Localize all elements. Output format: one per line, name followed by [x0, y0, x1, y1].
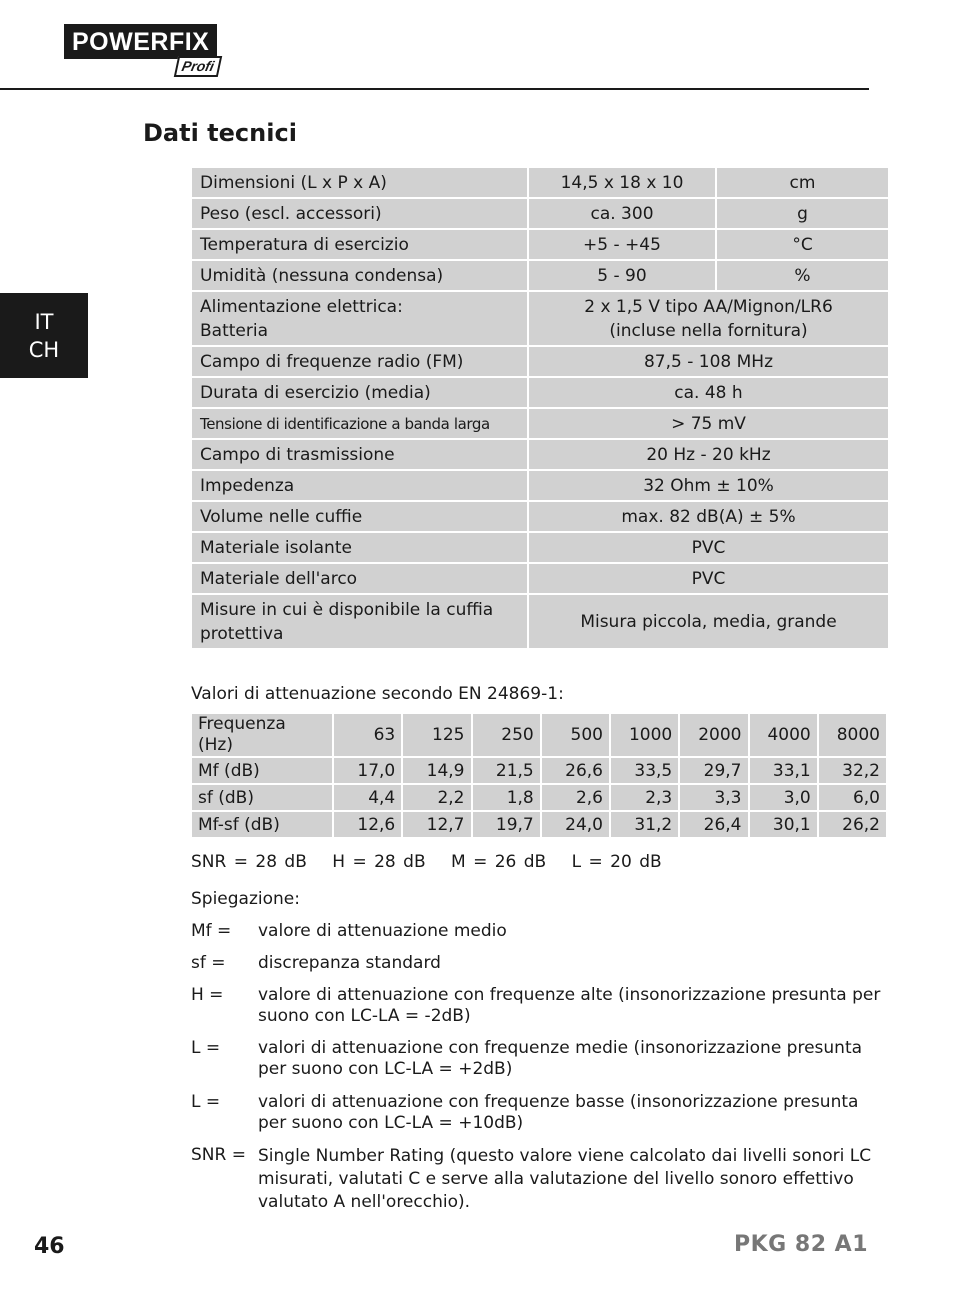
table-row — [192, 533, 888, 562]
att-cell: 6,0 — [819, 785, 886, 810]
table-row — [192, 758, 886, 783]
spec-unit: °C — [717, 230, 888, 259]
att-cell: 4,4 — [334, 785, 401, 810]
definition-item — [191, 953, 881, 974]
att-cell: 24,0 — [542, 812, 609, 837]
table-row — [192, 564, 888, 593]
definition-key: Mf = — [191, 921, 232, 941]
spec-unit: cm — [717, 168, 888, 197]
att-cell: 500 — [542, 714, 609, 756]
section-title: Dati tecnici — [143, 119, 297, 147]
att-cell: 2000 — [680, 714, 747, 756]
spec-label: Campo di trasmissione — [192, 440, 527, 469]
spec-value: 20 Hz - 20 kHz — [529, 440, 888, 469]
spec-value: ca. 300 — [529, 199, 715, 228]
model-name: PKG 82 A1 — [734, 1232, 868, 1257]
spec-value: PVC — [529, 564, 888, 593]
att-cell: 3,3 — [680, 785, 747, 810]
table-row — [192, 471, 888, 500]
att-cell: 12,6 — [334, 812, 401, 837]
spec-label-line: Alimentazione elettrica: — [200, 296, 403, 317]
att-row-label: Mf (dB) — [192, 758, 332, 783]
definition-item — [191, 985, 881, 1027]
spec-value-line: 2 x 1,5 V tipo AA/Mignon/LR6 — [584, 296, 833, 317]
att-cell: 26,6 — [542, 758, 609, 783]
att-cell: 3,0 — [750, 785, 817, 810]
att-row-label — [192, 714, 332, 756]
spec-label: Umidità (nessuna condensa) — [192, 261, 527, 290]
table-row — [192, 378, 888, 407]
att-cell: 2,3 — [611, 785, 678, 810]
brand-sub: Profi — [174, 56, 222, 77]
spec-label: Campo di frequenze radio (FM) — [192, 347, 527, 376]
spec-unit: % — [717, 261, 888, 290]
rating-m: M = 26 dB — [451, 852, 547, 872]
definition-item — [191, 1038, 881, 1080]
att-cell: 32,2 — [819, 758, 886, 783]
att-cell: 1000 — [611, 714, 678, 756]
table-row — [192, 409, 888, 438]
brand-name: POWERFIX — [64, 24, 217, 59]
spec-label: Tensione di identificazione a banda larga — [192, 409, 527, 438]
spec-value: > 75 mV — [529, 409, 888, 438]
att-cell: 30,1 — [750, 812, 817, 837]
table-row — [192, 199, 888, 228]
spec-label: Temperatura di esercizio — [192, 230, 527, 259]
header-rule — [0, 88, 869, 90]
table-row — [192, 812, 886, 837]
spec-value: 5 - 90 — [529, 261, 715, 290]
spec-label — [192, 292, 527, 345]
table-row — [192, 168, 888, 197]
att-cell: 63 — [334, 714, 401, 756]
att-cell: 8000 — [819, 714, 886, 756]
definition-text: valore di attenuazione medio — [258, 921, 507, 941]
attenuation-caption: Valori di attenuazione secondo EN 24869-1: — [191, 684, 564, 704]
spec-label-line: Misure in cui è disponibile la cuffia — [200, 599, 494, 620]
definition-key: H = — [191, 985, 224, 1005]
att-cell: 21,5 — [473, 758, 540, 783]
attenuation-table — [190, 712, 888, 839]
spec-label — [192, 595, 527, 648]
att-cell: 29,7 — [680, 758, 747, 783]
definition-key: L = — [191, 1038, 221, 1058]
page-number: 46 — [34, 1234, 65, 1259]
att-cell: 125 — [403, 714, 470, 756]
definition-item — [191, 921, 881, 942]
att-cell: 12,7 — [403, 812, 470, 837]
definition-key: sf = — [191, 953, 226, 973]
language-tab-it: IT — [34, 309, 54, 334]
spec-unit: g — [717, 199, 888, 228]
definition-text: valore di attenuazione con frequenze alte (insonorizzazione presunta per suono con LC-LA = -2dB) — [258, 985, 881, 1026]
definition-item — [191, 1092, 881, 1134]
definition-text: valori di attenuazione con frequenze basse (insonorizzazione presunta per suono con LC-LA = +10dB) — [258, 1092, 859, 1133]
att-cell: 4000 — [750, 714, 817, 756]
att-cell: 2,2 — [403, 785, 470, 810]
spec-value: 14,5 x 18 x 10 — [529, 168, 715, 197]
spec-value: ca. 48 h — [529, 378, 888, 407]
table-row — [192, 502, 888, 531]
spec-label: Impedenza — [192, 471, 527, 500]
spec-label: Dimensioni (L x P x A) — [192, 168, 527, 197]
att-label-line: Frequenza — [198, 714, 286, 734]
att-row-label: sf (dB) — [192, 785, 332, 810]
att-cell: 1,8 — [473, 785, 540, 810]
table-row — [192, 595, 888, 648]
spec-label-line: protettiva — [200, 623, 284, 644]
spec-label: Durata di esercizio (media) — [192, 378, 527, 407]
att-cell: 33,1 — [750, 758, 817, 783]
explanation-title: Spiegazione: — [191, 889, 300, 909]
definition-text: discrepanza standard — [258, 953, 441, 973]
definition-key: L = — [191, 1092, 221, 1112]
spec-value: PVC — [529, 533, 888, 562]
definition-item — [191, 1145, 881, 1214]
spec-value: Misura piccola, media, grande — [529, 595, 888, 648]
definition-text: valori di attenuazione con frequenze medie (insonorizzazione presunta per suono con LC-LA = +2dB) — [258, 1038, 863, 1079]
language-tab — [0, 293, 88, 378]
rating-line — [191, 852, 680, 872]
att-cell: 33,5 — [611, 758, 678, 783]
table-row — [192, 292, 888, 345]
definition-text: Single Number Rating (questo valore viene calcolato dai livelli sonori LC misurati, valutati C e serve alla valutazione del livello sonoro effettivo valutato A nell'orecchio). — [258, 1146, 872, 1212]
rating-l: L = 20 dB — [571, 852, 662, 872]
table-row — [192, 714, 886, 756]
spec-label: Peso (escl. accessori) — [192, 199, 527, 228]
table-row — [192, 440, 888, 469]
att-cell: 14,9 — [403, 758, 470, 783]
att-cell: 17,0 — [334, 758, 401, 783]
table-row — [192, 347, 888, 376]
specs-table — [190, 166, 890, 650]
att-cell: 31,2 — [611, 812, 678, 837]
spec-label: Materiale isolante — [192, 533, 527, 562]
att-cell: 2,6 — [542, 785, 609, 810]
language-tab-ch: CH — [28, 337, 60, 362]
att-label-line: (Hz) — [198, 735, 233, 755]
att-cell: 26,4 — [680, 812, 747, 837]
table-row — [192, 785, 886, 810]
att-cell: 26,2 — [819, 812, 886, 837]
att-row-label: Mf-sf (dB) — [192, 812, 332, 837]
att-cell: 19,7 — [473, 812, 540, 837]
spec-value: max. 82 dB(A) ± 5% — [529, 502, 888, 531]
spec-value: 32 Ohm ± 10% — [529, 471, 888, 500]
spec-label: Volume nelle cuffie — [192, 502, 527, 531]
spec-value — [529, 292, 888, 345]
rating-h: H = 28 dB — [332, 852, 426, 872]
brand-logo — [64, 24, 217, 74]
rating-snr: SNR = 28 dB — [191, 852, 307, 872]
spec-label-line: Batteria — [200, 320, 268, 341]
spec-value-line: (incluse nella fornitura) — [609, 320, 808, 341]
table-row — [192, 230, 888, 259]
att-cell: 250 — [473, 714, 540, 756]
table-row — [192, 261, 888, 290]
definition-key: SNR = — [191, 1145, 246, 1165]
spec-value: 87,5 - 108 MHz — [529, 347, 888, 376]
spec-label: Materiale dell'arco — [192, 564, 527, 593]
spec-value: +5 - +45 — [529, 230, 715, 259]
